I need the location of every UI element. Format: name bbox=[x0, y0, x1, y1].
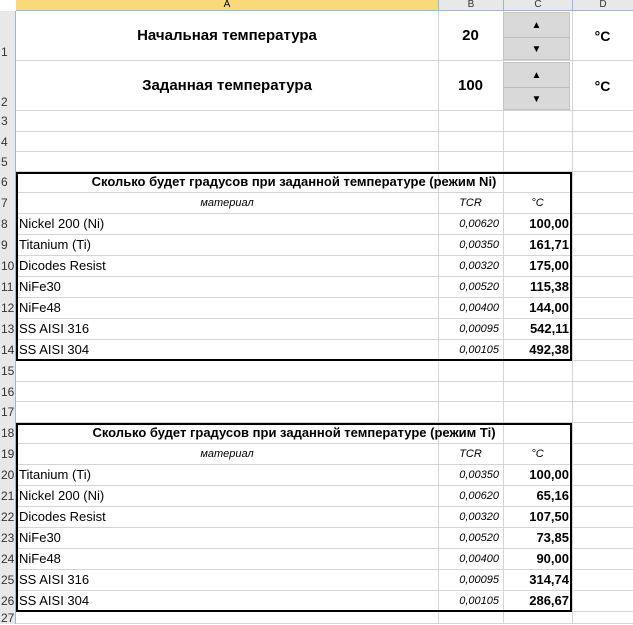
cell-temp[interactable]: 100,00 bbox=[529, 216, 569, 231]
row-number[interactable]: 23 bbox=[0, 528, 16, 549]
cell-tcr[interactable]: 0,00105 bbox=[459, 344, 499, 356]
column-header-a[interactable]: A bbox=[16, 0, 438, 11]
row-number[interactable]: 20 bbox=[0, 465, 16, 486]
row-number[interactable]: 11 bbox=[0, 277, 16, 298]
start-temp-label: Начальная температура bbox=[137, 27, 317, 44]
spin-up-icon[interactable]: ▲ bbox=[504, 13, 569, 38]
row-number[interactable]: 26 bbox=[0, 591, 16, 612]
grid-line bbox=[16, 131, 633, 132]
cell-material[interactable]: SS AISI 316 bbox=[19, 572, 90, 587]
grid-line bbox=[16, 381, 633, 382]
column-header-c[interactable]: C bbox=[503, 0, 572, 11]
row-number[interactable]: 14 bbox=[0, 340, 16, 361]
spin-down-icon[interactable]: ▼ bbox=[531, 43, 542, 55]
cell-tcr[interactable]: 0,00350 bbox=[459, 469, 499, 481]
cell-temp[interactable]: 90,00 bbox=[536, 551, 569, 566]
cell-material[interactable]: SS AISI 304 bbox=[19, 593, 90, 608]
header-temp: °C bbox=[531, 197, 544, 209]
cell-temp[interactable]: 286,67 bbox=[529, 593, 569, 608]
cell-tcr[interactable]: 0,00620 bbox=[459, 218, 499, 230]
target-temp-value[interactable]: 100 bbox=[457, 77, 484, 94]
cell-tcr[interactable]: 0,00520 bbox=[459, 281, 499, 293]
row-number[interactable]: 21 bbox=[0, 486, 16, 507]
cell-temp[interactable]: 161,71 bbox=[529, 237, 569, 252]
cell-tcr[interactable]: 0,00400 bbox=[459, 553, 499, 565]
table-title: Сколько будет градусов при заданной температуре (режим Ni) bbox=[91, 174, 497, 189]
cell-temp[interactable]: 100,00 bbox=[529, 467, 569, 482]
cell-tcr[interactable]: 0,00520 bbox=[459, 532, 499, 544]
cell-tcr[interactable]: 0,00350 bbox=[459, 239, 499, 251]
cell-material[interactable]: Titanium (Ti) bbox=[19, 237, 91, 252]
row-number[interactable]: 19 bbox=[0, 444, 16, 465]
cell-material[interactable]: NiFe48 bbox=[19, 300, 61, 315]
row-number[interactable]: 16 bbox=[0, 382, 16, 402]
cell-temp[interactable]: 115,38 bbox=[529, 279, 569, 294]
target-temp-unit: °C bbox=[594, 78, 611, 94]
cell-tcr[interactable]: 0,00400 bbox=[459, 302, 499, 314]
row-number[interactable]: 6 bbox=[0, 172, 16, 193]
grid-line bbox=[16, 151, 633, 152]
header-material: материал bbox=[200, 197, 254, 209]
cell-temp[interactable]: 492,38 bbox=[529, 342, 569, 357]
header-tcr: TCR bbox=[459, 197, 482, 209]
cell-temp[interactable]: 73,85 bbox=[536, 530, 569, 545]
row-number[interactable]: 24 bbox=[0, 549, 16, 570]
cell-material[interactable]: Titanium (Ti) bbox=[19, 467, 91, 482]
row-number[interactable]: 13 bbox=[0, 319, 16, 340]
cell-material[interactable]: NiFe30 bbox=[19, 530, 61, 545]
cell-temp[interactable]: 175,00 bbox=[529, 258, 569, 273]
cell-tcr[interactable]: 0,00105 bbox=[459, 595, 499, 607]
cell-material[interactable]: Dicodes Resist bbox=[19, 258, 106, 273]
row-number[interactable]: 5 bbox=[0, 152, 16, 172]
cell-material[interactable]: SS AISI 316 bbox=[19, 321, 90, 336]
row-number[interactable]: 22 bbox=[0, 507, 16, 528]
row-number[interactable]: 15 bbox=[0, 361, 16, 382]
target-temp-label: Заданная температура bbox=[142, 77, 312, 94]
start-temp-spinner[interactable] bbox=[503, 12, 570, 60]
cell-temp[interactable]: 65,16 bbox=[536, 488, 569, 503]
cell-tcr[interactable]: 0,00320 bbox=[459, 260, 499, 272]
row-number[interactable]: 17 bbox=[0, 402, 16, 423]
row-number[interactable]: 12 bbox=[0, 298, 16, 319]
cell-material[interactable]: Nickel 200 (Ni) bbox=[19, 488, 105, 503]
column-header-d[interactable]: D bbox=[572, 0, 633, 11]
cell-temp[interactable]: 107,50 bbox=[529, 509, 569, 524]
cell-temp[interactable]: 542,11 bbox=[529, 321, 569, 336]
header-tcr: TCR bbox=[459, 448, 482, 460]
row-number[interactable]: 9 bbox=[0, 235, 16, 256]
start-temp-unit: °C bbox=[594, 28, 611, 44]
target-temp-spinner[interactable] bbox=[503, 62, 570, 110]
cell-tcr[interactable]: 0,00620 bbox=[459, 490, 499, 502]
start-temp-value[interactable]: 20 bbox=[462, 27, 479, 44]
cell-temp[interactable]: 314,74 bbox=[529, 572, 569, 587]
cell-tcr[interactable]: 0,00095 bbox=[459, 323, 499, 335]
row-number[interactable]: 4 bbox=[0, 132, 16, 152]
row-number[interactable]: 1 bbox=[0, 11, 16, 61]
row-number[interactable]: 8 bbox=[0, 214, 16, 235]
cell-material[interactable]: NiFe48 bbox=[19, 551, 61, 566]
spin-down-icon[interactable]: ▼ bbox=[531, 93, 542, 105]
cell-tcr[interactable]: 0,00095 bbox=[459, 574, 499, 586]
row-number[interactable]: 7 bbox=[0, 193, 16, 214]
table-title: Сколько будет градусов при заданной температуре (режим Ti) bbox=[92, 425, 496, 440]
cell-material[interactable]: Nickel 200 (Ni) bbox=[19, 216, 105, 231]
cell-material[interactable]: SS AISI 304 bbox=[19, 342, 90, 357]
cell-temp[interactable]: 144,00 bbox=[529, 300, 569, 315]
cell-material[interactable]: Dicodes Resist bbox=[19, 509, 106, 524]
header-material: материал bbox=[200, 448, 254, 460]
row-number[interactable]: 2 bbox=[0, 61, 16, 111]
row-number[interactable]: 25 bbox=[0, 570, 16, 591]
grid-line bbox=[16, 401, 633, 402]
row-number[interactable]: 10 bbox=[0, 256, 16, 277]
row-number[interactable]: 3 bbox=[0, 111, 16, 132]
column-header-b[interactable]: B bbox=[438, 0, 503, 11]
row-number[interactable]: 27 bbox=[1, 611, 15, 625]
cell-material[interactable]: NiFe30 bbox=[19, 279, 61, 294]
spin-up-icon[interactable]: ▲ bbox=[504, 63, 569, 88]
header-temp: °C bbox=[531, 448, 544, 460]
row-number[interactable]: 18 bbox=[0, 423, 16, 444]
cell-tcr[interactable]: 0,00320 bbox=[459, 511, 499, 523]
